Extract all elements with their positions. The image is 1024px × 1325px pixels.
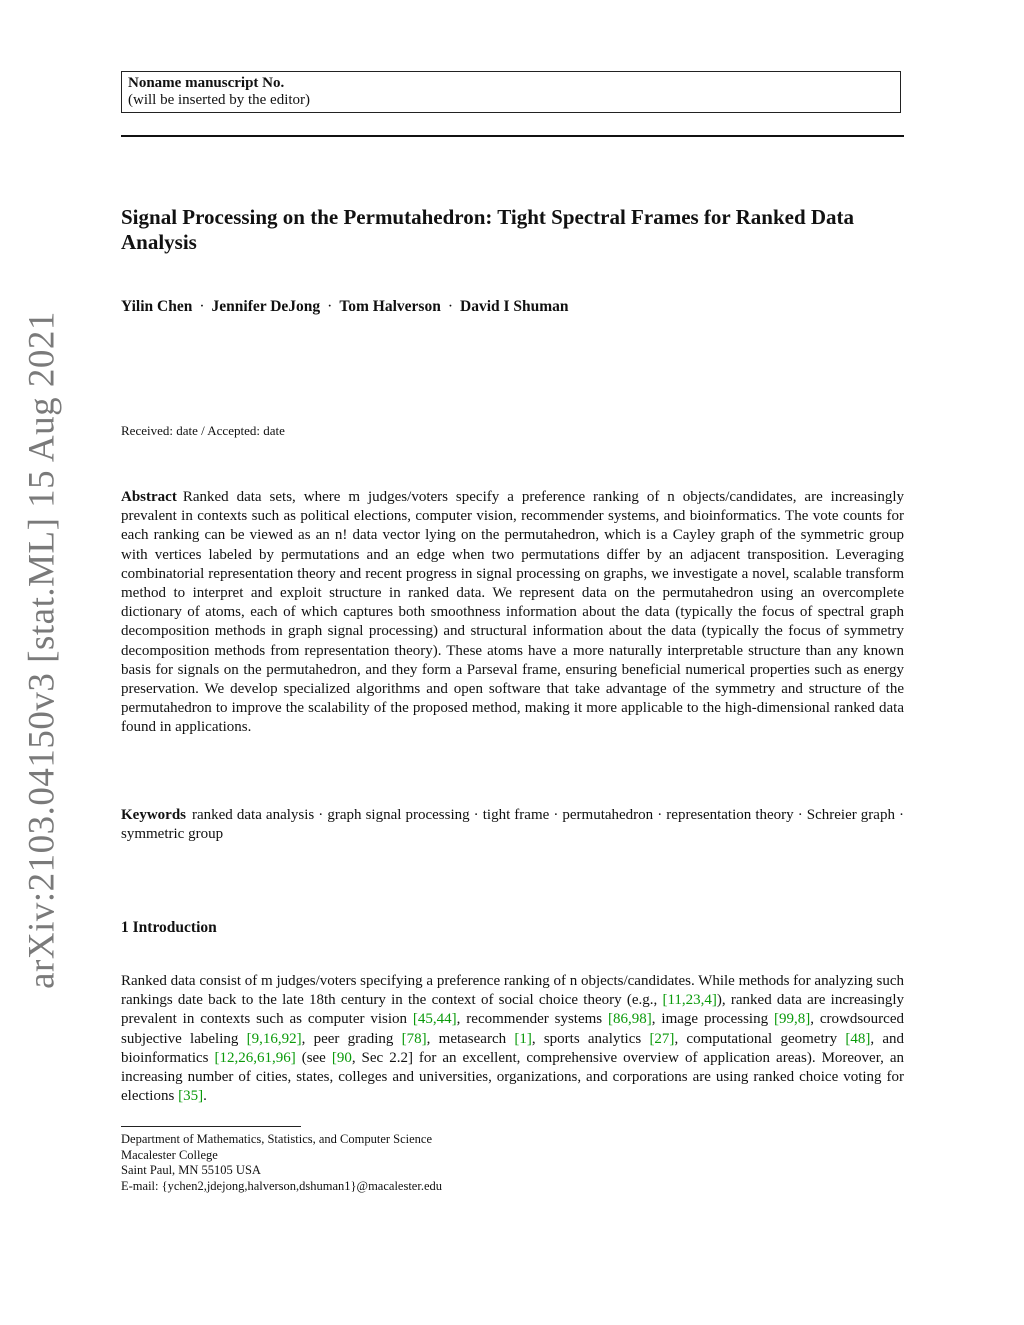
header-rule bbox=[121, 135, 904, 137]
footnote-rule bbox=[121, 1126, 301, 1127]
paragraph-text: , recommender systems bbox=[456, 1011, 609, 1028]
affiliation-footnote bbox=[121, 1132, 721, 1194]
paragraph-text: . bbox=[203, 1088, 207, 1105]
citation-link[interactable]: [48] bbox=[845, 1030, 871, 1047]
manuscript-number: Noname manuscript No. bbox=[128, 75, 285, 91]
citation-link[interactable]: [1] bbox=[514, 1030, 532, 1047]
paragraph-text: , Sec 2.2] for an excellent, comprehensive overview of application areas). Moreover, an increasing number of cities, states, colleges and universities, organizations, and corporations are using ranked choice voting for elections bbox=[121, 1049, 904, 1105]
citation-link[interactable]: [35] bbox=[178, 1088, 204, 1105]
abstract-text: Ranked data sets, where m judges/voters specify a preference ranking of n objects/candidates, are increasingly prevalent in contexts such as political elections, computer vision, recommender systems, and bioinformatics. The vote counts for each ranking can be viewed as an n! data vector lying on the permutahedron, which is a Cayley graph of the symmetric group with vertices labeled by permutations and an edge when two permutations differ by an adjacent transposition. Leveraging combinatorial representation theory and recent progress in signal processing on graphs, we investigate a novel, scalable transform method to interpret and exploit structure in ranked data. We represent data on the permutahedron using an overcomplete dictionary of atoms, each of which captures both smoothness information about the data (typically the focus of spectral graph decomposition methods in graph signal processing) and structural information about the data (typically the focus of symmetry decomposition methods from representation theory). These atoms have a more naturally interpretable structure than any known basis for signals on the permutahedron, and they form a Parseval frame, ensuring beneficial numerical properties such as energy preservation. We develop specialized algorithms and open software that take advantage of the symmetry and structure of the permutahedron to improve the scalability of the proposed method, making it more applicable to the high-dimensional ranked data found in applications. bbox=[121, 489, 904, 736]
paragraph-text: , image processing bbox=[651, 1011, 774, 1028]
author-separator: · bbox=[327, 298, 333, 315]
paragraph-text: , computational geometry bbox=[674, 1030, 846, 1047]
paragraph-text: , and bioinformatics bbox=[121, 1030, 904, 1066]
author-name: Yilin Chen bbox=[121, 298, 193, 315]
paragraph-text: (see bbox=[295, 1049, 332, 1066]
author-name: Jennifer DeJong bbox=[211, 298, 321, 315]
keywords bbox=[121, 806, 904, 844]
citation-link[interactable]: [9,16,92] bbox=[246, 1030, 302, 1047]
abstract bbox=[121, 488, 904, 738]
citation-link[interactable]: [99,8] bbox=[773, 1011, 811, 1028]
section-heading: 1 Introduction bbox=[121, 919, 217, 936]
citation-link[interactable]: [86,98] bbox=[608, 1011, 652, 1028]
author-separator: · bbox=[199, 298, 205, 315]
arxiv-identifier: arXiv:2103.04150v3 [stat.ML] 15 Aug 2021 bbox=[21, 311, 63, 989]
received-date: Received: date / Accepted: date bbox=[121, 423, 285, 438]
paragraph-text: , peer grading bbox=[301, 1030, 402, 1047]
footnote-line: Department of Mathematics, Statistics, and Computer Science bbox=[121, 1132, 433, 1146]
citation-link[interactable]: [90 bbox=[331, 1049, 352, 1066]
author-separator: · bbox=[447, 298, 453, 315]
paragraph-text: , crowdsourced subjective labeling bbox=[121, 1011, 904, 1047]
manuscript-box bbox=[121, 71, 901, 113]
author-list bbox=[121, 297, 621, 316]
citation-link[interactable]: [45,44] bbox=[412, 1011, 457, 1028]
keywords-label: Keywords bbox=[121, 807, 186, 823]
paragraph-text: , metasearch bbox=[426, 1030, 515, 1047]
citation-link[interactable]: [11,23,4] bbox=[662, 992, 717, 1009]
abstract-label: Abstract bbox=[121, 489, 177, 505]
author-name: Tom Halverson bbox=[339, 298, 441, 315]
paragraph-text: Ranked data consist of m judges/voters specifying a preference ranking of n objects/candidates. While methods for analyzing such rankings date back to the late 18th century in the context of social choice theory (e.g., bbox=[121, 973, 904, 1009]
citation-link[interactable]: [78] bbox=[401, 1030, 427, 1047]
author-name: David I Shuman bbox=[460, 298, 569, 315]
paragraph-text: , sports analytics bbox=[531, 1030, 650, 1047]
introduction-paragraph bbox=[121, 972, 904, 1106]
paper-title: Signal Processing on the Permutahedron: Tight Spectral Frames for Ranked Data Analysis bbox=[121, 205, 855, 254]
citation-link[interactable]: [12,26,61,96] bbox=[214, 1049, 296, 1066]
citation-link[interactable]: [27] bbox=[649, 1030, 675, 1047]
footnote-email: E-mail: {ychen2,jdejong,halverson,dshuman1}@macalester.edu bbox=[121, 1178, 442, 1193]
keywords-text: ranked data analysis · graph signal processing · tight frame · permutahedron · representation theory · Schreier graph · symmetric group bbox=[121, 807, 904, 843]
footnote-line: Saint Paul, MN 55105 USA bbox=[121, 1163, 261, 1177]
paragraph-text: ), ranked data are increasingly prevalent in contexts such as computer vision bbox=[121, 992, 904, 1028]
footnote-line: Macalester College bbox=[121, 1147, 218, 1162]
editor-note: (will be inserted by the editor) bbox=[128, 92, 311, 108]
